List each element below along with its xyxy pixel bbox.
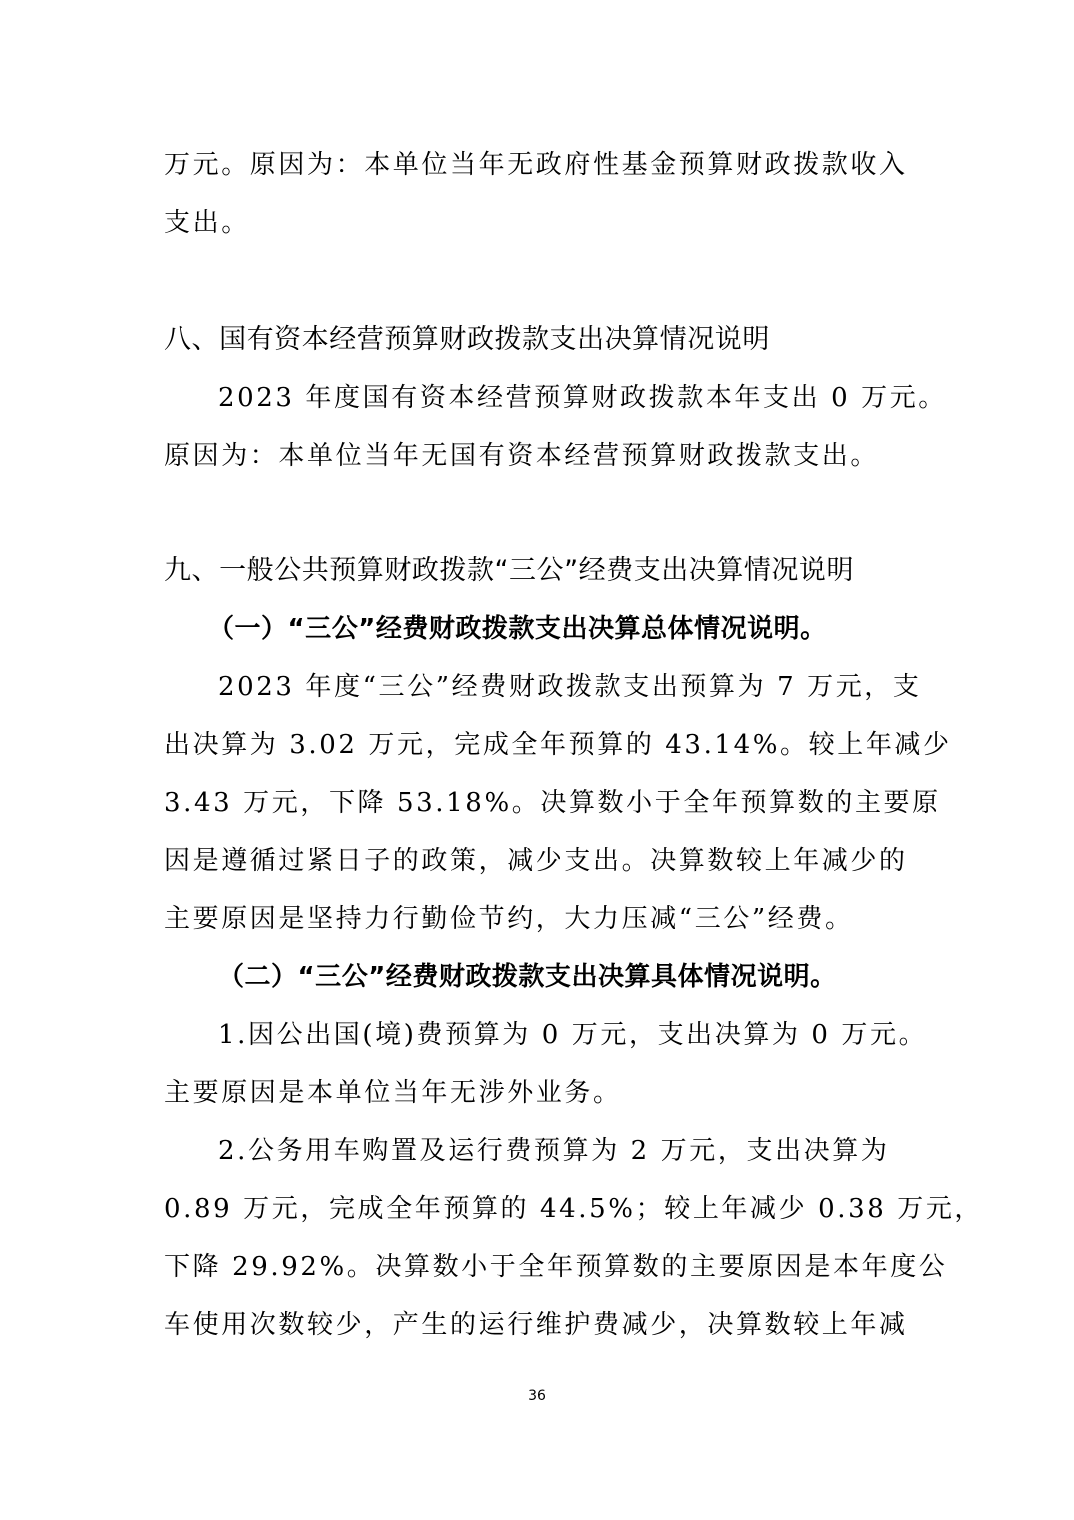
- paragraph-line: 出决算为 3.02 万元，完成全年预算的 43.14%。较上年减少: [164, 730, 952, 760]
- paragraph-line: 2.公务用车购置及运行费预算为 2 万元，支出决算为: [218, 1136, 890, 1166]
- paragraph-line: 主要原因是本单位当年无涉外业务。: [164, 1078, 622, 1108]
- paragraph-line: 2023 年度国有资本经营预算财政拨款本年支出 0 万元。: [218, 383, 947, 413]
- page-number: 36: [528, 1388, 546, 1404]
- paragraph-line: 3.43 万元，下降 53.18%。决算数小于全年预算数的主要原: [164, 788, 941, 818]
- paragraph-line: 主要原因是坚持力行勤俭节约，大力压减“三公”经费。: [164, 904, 854, 934]
- paragraph-line: 车使用次数较少，产生的运行维护费减少，决算数较上年减: [164, 1310, 908, 1340]
- paragraph-line: 支出。: [164, 208, 250, 238]
- paragraph-line: 因是遵循过紧日子的政策，减少支出。决算数较上年减少的: [164, 846, 908, 876]
- subsection-heading-1: （一）“三公”经费财政拨款支出决算总体情况说明。: [208, 614, 827, 644]
- paragraph-line: 下降 29.92%。决算数小于全年预算数的主要原因是本年度公: [164, 1252, 948, 1282]
- subsection-heading-2: （二）“三公”经费财政拨款支出决算具体情况说明。: [218, 962, 837, 992]
- paragraph-line: 2023 年度“三公”经费财政拨款支出预算为 7 万元，支: [218, 672, 922, 702]
- paragraph-line: 万元。原因为：本单位当年无政府性基金预算财政拨款收入: [164, 150, 908, 180]
- paragraph-line: 原因为：本单位当年无国有资本经营预算财政拨款支出。: [164, 441, 880, 471]
- paragraph-line: 0.89 万元，完成全年预算的 44.5%；较上年减少 0.38 万元，: [164, 1194, 984, 1224]
- section-heading-9: 九、一般公共预算财政拨款“三公”经费支出决算情况说明: [164, 555, 855, 586]
- paragraph-line: 1.因公出国(境)费预算为 0 万元，支出决算为 0 万元。: [218, 1020, 928, 1050]
- section-heading-8: 八、国有资本经营预算财政拨款支出决算情况说明: [164, 324, 770, 355]
